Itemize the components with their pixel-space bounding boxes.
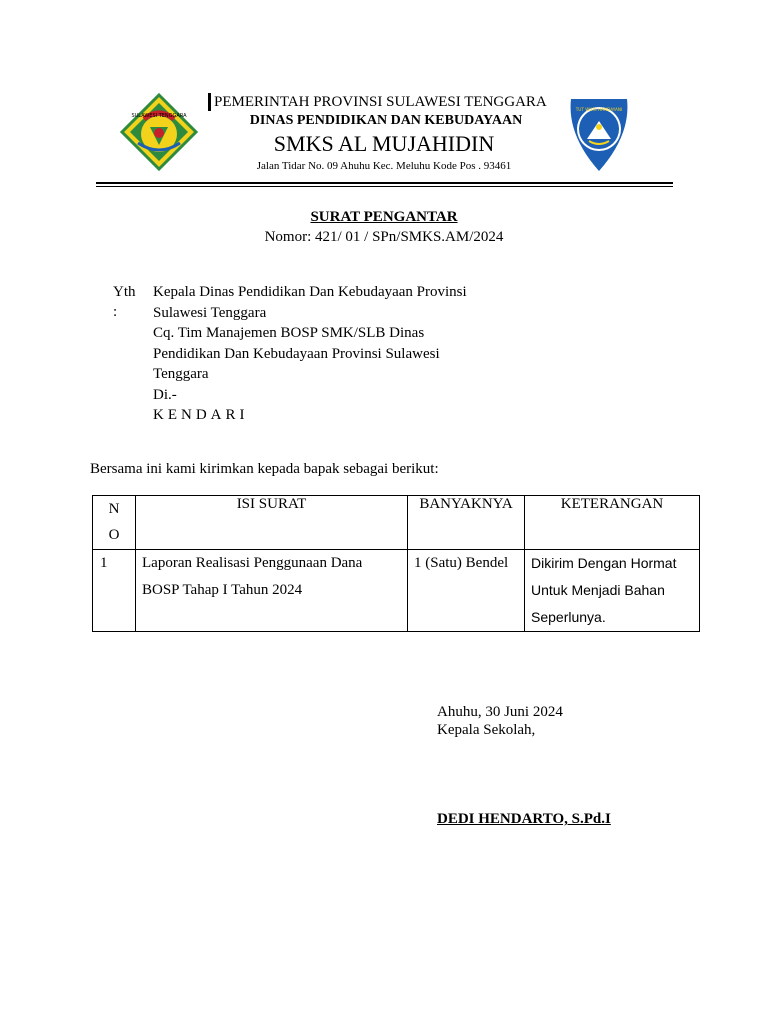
recipient-line: Sulawesi Tenggara	[153, 304, 267, 321]
header-isi-surat: ISI SURAT	[136, 496, 408, 550]
cell-keterangan: Dikirim Dengan Hormat Untuk Menjadi Bahan Seperlunya.	[525, 550, 700, 632]
recipient-address	[153, 282, 483, 426]
province-logo-text: SULAWESI TENGGARA	[131, 113, 187, 119]
cell-banyak: 1 (Satu) Bendel	[408, 550, 525, 632]
header-keterangan: KETERANGAN	[525, 496, 700, 550]
header-department: DINAS PENDIDIKAN DAN KEBUDAYAAN	[249, 113, 523, 128]
recipient-label	[113, 282, 136, 322]
letter-intro: Bersama ini kami kirimkan kepada bapak sebagai berikut:	[90, 461, 439, 477]
place-date: Ahuhu, 30 Juni 2024	[437, 704, 563, 720]
recipient-line: Kepala Dinas Pendidikan Dan Kebudayaan Provinsi	[153, 284, 467, 300]
yth-colon: :	[113, 304, 118, 320]
cell-isi: Laporan Realisasi Penggunaan Dana BOSP Tahap I Tahun 2024	[136, 550, 408, 632]
items-table	[92, 495, 700, 632]
recipient-line: Tenggara	[153, 366, 209, 382]
table-row	[93, 550, 700, 632]
header-no: N O	[93, 496, 136, 550]
signature-block	[437, 703, 563, 739]
recipient-line: Di.-	[153, 386, 177, 403]
header-divider-thick	[96, 182, 673, 184]
letter-number: Nomor: 421/ 01 / SPn/SMKS.AM/2024	[264, 229, 504, 245]
yth-label: Yth	[113, 284, 136, 300]
header-banyaknya: BANYAKNYA	[408, 496, 525, 550]
cell-no: 1	[93, 550, 136, 632]
table-header-row	[93, 496, 700, 550]
letter-title: SURAT PENGANTAR	[310, 209, 458, 225]
tut-wuri-logo-text: TUT WURI HANDAYANI	[575, 107, 623, 112]
header-address: Jalan Tidar No. 09 Ahuhu Kec. Meluhu Kode Pos . 93461	[256, 160, 512, 172]
signatory-position: Kepala Sekolah,	[437, 722, 536, 738]
recipient-line: Pendidikan Dan Kebudayaan Provinsi Sulawesi	[153, 345, 440, 362]
signatory-name: DEDI HENDARTO, S.Pd.I	[437, 811, 611, 827]
recipient-line: Cq. Tim Manajemen BOSP SMK/SLB Dinas	[153, 325, 425, 341]
header-government: PEMERINTAH PROVINSI SULAWESI TENGGARA	[208, 93, 547, 111]
recipient-city: KENDARI	[153, 407, 249, 423]
header-divider-thin	[96, 186, 673, 187]
header-school-name: SMKS AL MUJAHIDIN	[273, 131, 495, 156]
